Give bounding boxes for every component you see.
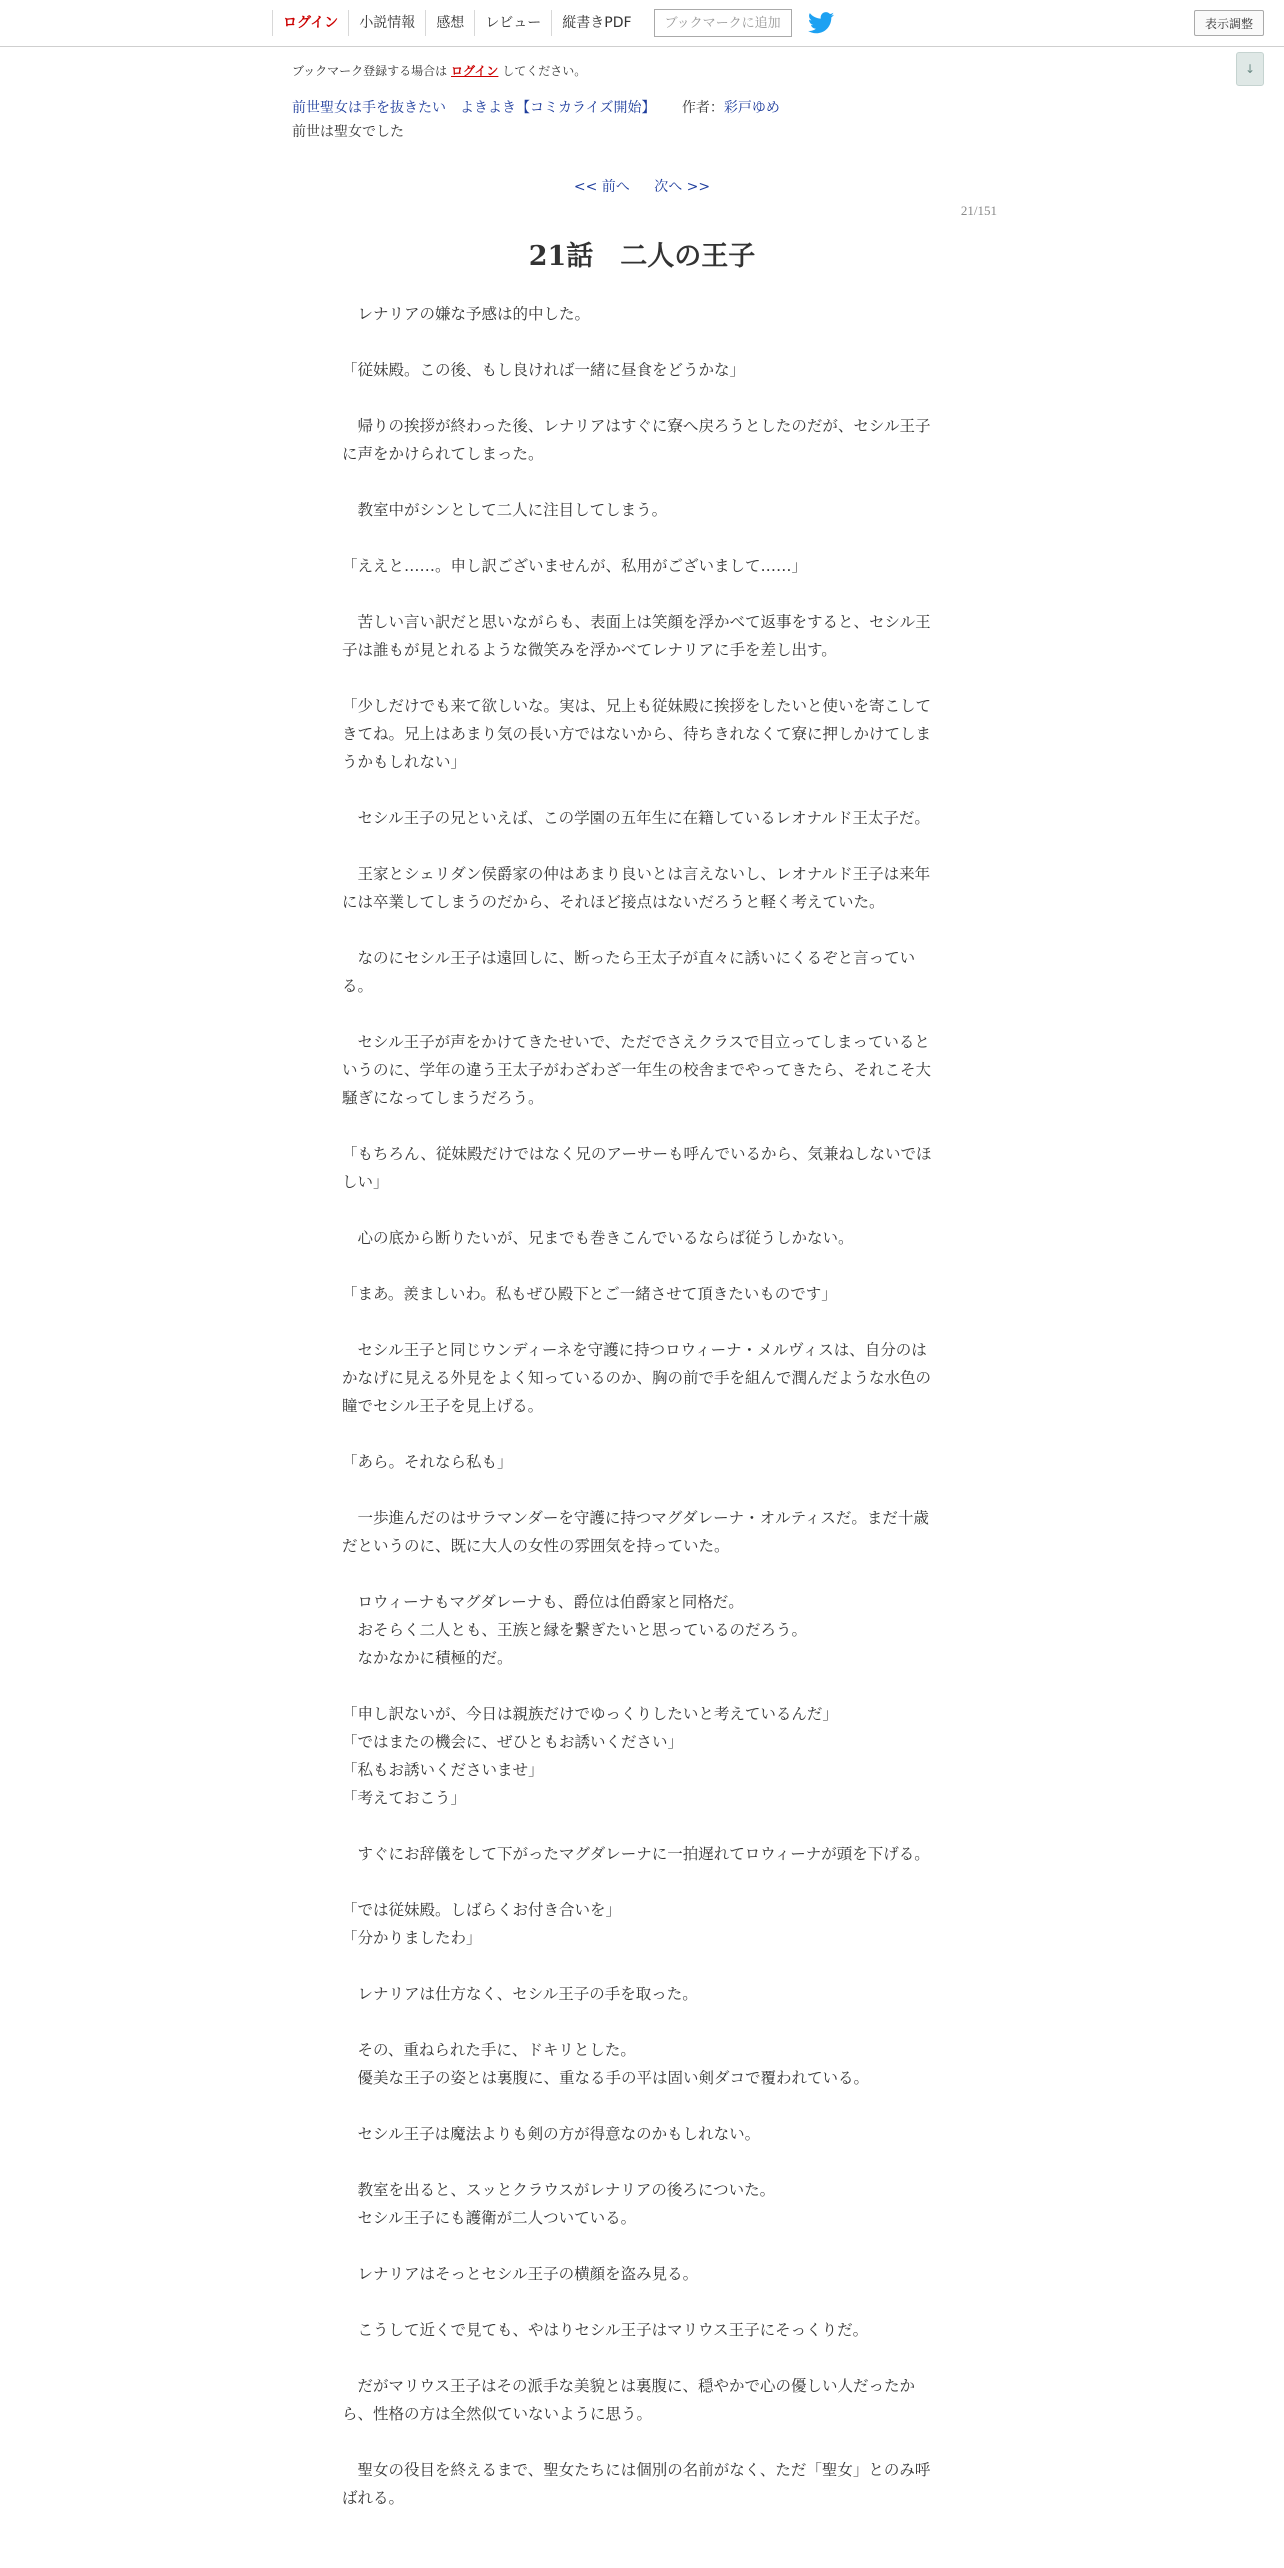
body-paragraph: セシル王子と同じウンディーネを守護に持つロウィーナ・メルヴィスは、自分のはかなげに見える外見をよく知っているのか、胸の前で手を組んで潤んだような水色の瞳でセシル王子を見上げる。 bbox=[342, 1341, 932, 1415]
body-paragraph: 帰りの挨拶が終わった後、レナリアはすぐに寮へ戻ろうとしたのだが、セシル王子に声をかけられてしまった。 bbox=[342, 417, 931, 463]
chapter-page-count: 21/151 bbox=[960, 203, 997, 218]
body-paragraph: 「私もお誘いくださいませ」 bbox=[342, 1761, 544, 1779]
body-paragraph: 「ええと……。申し訳ございませんが、私用がございまして……」 bbox=[342, 557, 808, 575]
body-paragraph: 「ではまたの機会に、ぜひともお誘いください」 bbox=[342, 1733, 684, 1751]
blank-line bbox=[342, 1560, 942, 1588]
blank-line bbox=[342, 664, 942, 692]
body-paragraph: 「分かりましたわ」 bbox=[342, 1929, 482, 1947]
author-link[interactable]: 彩戸ゆめ bbox=[723, 100, 780, 116]
body-paragraph: 「申し訳ないが、今日は親族だけでゆっくりしたいと考えているんだ」 bbox=[342, 1705, 838, 1723]
bookmark-note-prefix: ブックマーク登録する場合は bbox=[292, 64, 448, 78]
blank-line bbox=[342, 580, 942, 608]
author-label: 作者： bbox=[681, 100, 724, 116]
body-paragraph: なかなかに積極的だ。 bbox=[342, 1649, 513, 1667]
blank-line bbox=[342, 1672, 942, 1700]
blank-line bbox=[342, 1812, 942, 1840]
body-paragraph: 王家とシェリダン侯爵家の仲はあまり良いとは言えないし、レオナルド王子は来年には卒業してしまうのだから、それほど接点はないだろうと軽く考えていた。 bbox=[342, 865, 931, 911]
novel-title-row bbox=[292, 97, 780, 117]
bookmark-note-suffix: してください。 bbox=[502, 64, 587, 78]
episode-title: 21話 二人の王子 bbox=[528, 241, 756, 272]
blank-line bbox=[342, 1252, 942, 1280]
blank-line bbox=[342, 2092, 942, 2120]
blank-line bbox=[342, 384, 942, 412]
body-paragraph: こうして近くで見ても、やはりセシル王子はマリウス王子にそっくりだ。 bbox=[342, 2321, 869, 2339]
body-paragraph: なのにセシル王子は遠回しに、断ったら王太子が直々に誘いにくるぞと言っている。 bbox=[342, 949, 916, 995]
body-paragraph: セシル王子が声をかけてきたせいで、ただでさえクラスで目立ってしまっているというのに、学年の違う王太子がわざわざ一年生の校舎までやってきたら、それこそ大騒ぎになってしまうだろう。 bbox=[342, 1033, 932, 1107]
blank-line bbox=[342, 2148, 942, 2176]
nav-vertical-pdf-link[interactable]: 縦書きPDF bbox=[551, 10, 641, 36]
body-paragraph: 心の底から断りたいが、兄までも巻きこんでいるならば従うしかない。 bbox=[342, 1229, 854, 1247]
bookmark-login-note bbox=[292, 62, 586, 79]
bookmark-note-login-link[interactable]: ログイン bbox=[451, 64, 499, 78]
body-paragraph: 「考えておこう」 bbox=[342, 1789, 467, 1807]
blank-line bbox=[342, 1868, 942, 1896]
scroll-down-button[interactable] bbox=[1236, 52, 1264, 86]
nav-review-link[interactable]: レビュー bbox=[474, 10, 551, 36]
blank-line bbox=[342, 916, 942, 944]
body-paragraph: レナリアの嫌な予感は的中した。 bbox=[342, 305, 591, 323]
blank-line bbox=[342, 468, 942, 496]
bookmark-add-button[interactable]: ブックマークに追加 bbox=[654, 9, 792, 37]
body-paragraph: セシル王子にも護衛が二人ついている。 bbox=[342, 2209, 637, 2227]
blank-line bbox=[342, 1420, 942, 1448]
body-paragraph: その、重ねられた手に、ドキリとした。 bbox=[342, 2041, 636, 2059]
body-paragraph: 「もちろん、従妹殿だけではなく兄のアーサーも呼んでいるから、気兼ねしないでほしい」 bbox=[342, 1145, 932, 1191]
blank-line bbox=[342, 832, 942, 860]
chapter-body bbox=[342, 300, 942, 2512]
twitter-bird-icon bbox=[808, 12, 834, 34]
blank-line bbox=[342, 2232, 942, 2260]
blank-line bbox=[342, 1952, 942, 1980]
blank-line bbox=[342, 1476, 942, 1504]
blank-line bbox=[342, 1196, 942, 1224]
next-chapter-link[interactable]: 次へ >> bbox=[654, 179, 711, 195]
body-paragraph: 教室中がシンとして二人に注目してしまう。 bbox=[342, 501, 668, 519]
body-paragraph: 優美な王子の姿とは裏腹に、重なる手の平は固い剣ダコで覆われている。 bbox=[342, 2069, 870, 2087]
blank-line bbox=[342, 2428, 942, 2456]
body-paragraph: 「少しだけでも来て欲しいな。実は、兄上も従妹殿に挨拶をしたいと使いを寄こしてきてね。兄上はあまり気の長い方ではないから、待ちきれなくて寮に押しかけてしまうかもしれない」 bbox=[342, 697, 932, 771]
twitter-share-link[interactable] bbox=[808, 12, 834, 34]
blank-line bbox=[342, 1000, 942, 1028]
body-paragraph: レナリアは仕方なく、セシル王子の手を取った。 bbox=[342, 1985, 698, 2003]
blank-line bbox=[342, 2288, 942, 2316]
body-paragraph: 苦しい言い訳だと思いながらも、表面上は笑顔を浮かべて返事をすると、セシル王子は誰もが見とれるような微笑みを浮かべてレナリアに手を差し出す。 bbox=[342, 613, 931, 659]
arrow-down-icon: ↓ bbox=[1244, 62, 1256, 76]
nav-impressions-link[interactable]: 感想 bbox=[425, 10, 474, 36]
body-paragraph: 教室を出ると、スッとクラウスがレナリアの後ろについた。 bbox=[342, 2181, 776, 2199]
body-paragraph: レナリアはそっとセシル王子の横顔を盗み見る。 bbox=[342, 2265, 699, 2283]
blank-line bbox=[342, 1308, 942, 1336]
body-paragraph: 「では従妹殿。しばらくお付き合いを」 bbox=[342, 1901, 622, 1919]
body-paragraph: おそらく二人とも、王族と縁を繋ぎたいと思っているのだろう。 bbox=[342, 1621, 808, 1639]
header-nav bbox=[272, 0, 834, 46]
body-paragraph: ロウィーナもマグダレーナも、爵位は伯爵家と同格だ。 bbox=[342, 1593, 744, 1611]
chapter-group-title: 前世は聖女でした bbox=[292, 124, 404, 140]
nav-login-link[interactable]: ログイン bbox=[272, 10, 348, 36]
chapter-pager bbox=[0, 176, 1284, 196]
blank-line bbox=[342, 328, 942, 356]
body-paragraph: だがマリウス王子はその派手な美貌とは裏腹に、穏やかで心の優しい人だったから、性格の方は全然似ていないように思う。 bbox=[342, 2377, 916, 2423]
body-paragraph: セシル王子は魔法よりも剣の方が得意なのかもしれない。 bbox=[342, 2125, 761, 2143]
body-paragraph: セシル王子の兄といえば、この学園の五年生に在籍しているレオナルド王太子だ。 bbox=[342, 809, 930, 827]
novel-title-link[interactable]: 前世聖女は手を抜きたい よきよき【コミカライズ開始】 bbox=[292, 100, 656, 116]
display-settings-button[interactable]: 表示調整 bbox=[1194, 10, 1264, 36]
body-paragraph: 「従妹殿。この後、もし良ければ一緒に昼食をどうかな」 bbox=[342, 361, 746, 379]
blank-line bbox=[342, 2008, 942, 2036]
body-paragraph: すぐにお辞儀をして下がったマグダレーナに一拍遅れてロウィーナが頭を下げる。 bbox=[342, 1845, 930, 1863]
site-header bbox=[0, 0, 1284, 47]
blank-line bbox=[342, 776, 942, 804]
body-paragraph: 「まあ。羨ましいわ。私もぜひ殿下とご一緒させて頂きたいものです」 bbox=[342, 1285, 837, 1303]
body-paragraph: 聖女の役目を終えるまで、聖女たちには個別の名前がなく、ただ「聖女」とのみ呼ばれる。 bbox=[342, 2461, 931, 2507]
body-paragraph: 「あら。それなら私も」 bbox=[342, 1453, 513, 1471]
prev-chapter-link[interactable]: << 前へ bbox=[573, 179, 630, 195]
nav-novel-info-link[interactable]: 小説情報 bbox=[348, 10, 425, 36]
blank-line bbox=[342, 2344, 942, 2372]
blank-line bbox=[342, 524, 942, 552]
blank-line bbox=[342, 1112, 942, 1140]
body-paragraph: 一歩進んだのはサラマンダーを守護に持つマグダレーナ・オルティスだ。まだ十歳だというのに、既に大人の女性の雰囲気を持っていた。 bbox=[342, 1509, 929, 1555]
